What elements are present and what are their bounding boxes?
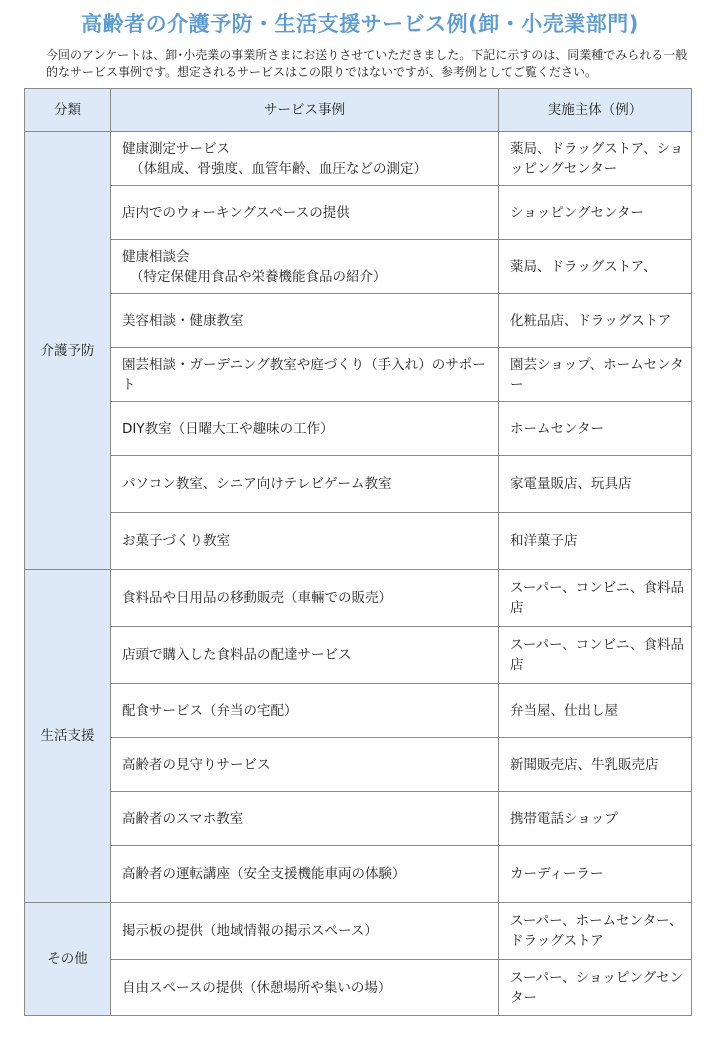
provider-cell: スーパー、ショッピングセンター	[499, 960, 692, 1016]
header-provider: 実施主体（例）	[499, 89, 692, 132]
service-cell: 掲示板の提供（地域情報の掲示スペース）	[111, 903, 499, 960]
provider-cell: 弁当屋、仕出し屋	[499, 684, 692, 738]
service-cell: パソコン教室、シニア向けテレビゲーム教室	[111, 456, 499, 513]
provider-cell: スーパー、コンビニ、食料品店	[499, 570, 692, 627]
page-title: 高齢者の介護予防・生活支援サービス例(卸・小売業部門)	[81, 12, 639, 36]
service-cell: DIY教室（日曜大工や趣味の工作）	[111, 402, 499, 456]
table-row	[25, 570, 692, 627]
table-row	[25, 627, 692, 684]
provider-cell: 和洋菓子店	[499, 513, 692, 570]
table-row	[25, 513, 692, 570]
provider-cell: 化粧品店、ドラッグストア	[499, 294, 692, 348]
service-cell: 店頭で購入した食料品の配達サービス	[111, 627, 499, 684]
header-category: 分類	[25, 89, 111, 132]
service-cell: 高齢者の見守りサービス	[111, 738, 499, 792]
service-cell: 園芸相談・ガーデニング教室や庭づくり（手入れ）のサポート	[111, 348, 499, 402]
service-table	[24, 88, 692, 1016]
provider-cell: 薬局、ドラッグストア、ショッピングセンター	[499, 132, 692, 186]
table-row	[25, 456, 692, 513]
service-cell: お菓子づくり教室	[111, 513, 499, 570]
provider-cell: 家電量販店、玩具店	[499, 456, 692, 513]
service-cell: 健康相談会 （特定保健用食品や栄養機能食品の紹介）	[111, 240, 499, 294]
table-row	[25, 348, 692, 402]
service-cell: 健康測定サービス （体組成、骨強度、血管年齢、血圧などの測定）	[111, 132, 499, 186]
header-service: サービス事例	[111, 89, 499, 132]
category-cell: 介護予防	[25, 132, 111, 570]
table-row	[25, 132, 692, 186]
service-cell: 食料品や日用品の移動販売（車輛での販売）	[111, 570, 499, 627]
table-row	[25, 738, 692, 792]
provider-cell: カーディーラー	[499, 846, 692, 903]
provider-cell: 園芸ショップ、ホームセンター	[499, 348, 692, 402]
table-row	[25, 792, 692, 846]
service-cell: 美容相談・健康教室	[111, 294, 499, 348]
provider-cell: ショッピングセンター	[499, 186, 692, 240]
table-row	[25, 402, 692, 456]
intro-text: 今回のアンケートは、卸･小売業の事業所さまにお送りさせていただきました。下記に示すのは、同業種でみられる一般的なサービス事例です。想定されるサービスはこの限りではないですが、参考例としてご覧ください。	[46, 48, 688, 79]
service-cell: 店内でのウォーキングスペースの提供	[111, 186, 499, 240]
service-cell: 自由スペースの提供（休憩場所や集いの場）	[111, 960, 499, 1016]
service-cell: 高齢者の運転講座（安全支援機能車両の体験）	[111, 846, 499, 903]
provider-cell: 薬局、ドラッグストア、	[499, 240, 692, 294]
service-cell: 高齢者のスマホ教室	[111, 792, 499, 846]
provider-cell: 携帯電話ショップ	[499, 792, 692, 846]
table-row	[25, 846, 692, 903]
provider-cell: スーパー、コンビニ、食料品店	[499, 627, 692, 684]
table-row	[25, 186, 692, 240]
table-row	[25, 240, 692, 294]
service-cell: 配食サービス（弁当の宅配）	[111, 684, 499, 738]
category-cell: その他	[25, 903, 111, 1016]
table-row	[25, 294, 692, 348]
provider-cell: スーパー、ホームセンター、ドラッグストア	[499, 903, 692, 960]
provider-cell: ホームセンター	[499, 402, 692, 456]
category-cell: 生活支援	[25, 570, 111, 903]
table-row	[25, 960, 692, 1016]
provider-cell: 新聞販売店、牛乳販売店	[499, 738, 692, 792]
table-row	[25, 684, 692, 738]
table-row	[25, 903, 692, 960]
